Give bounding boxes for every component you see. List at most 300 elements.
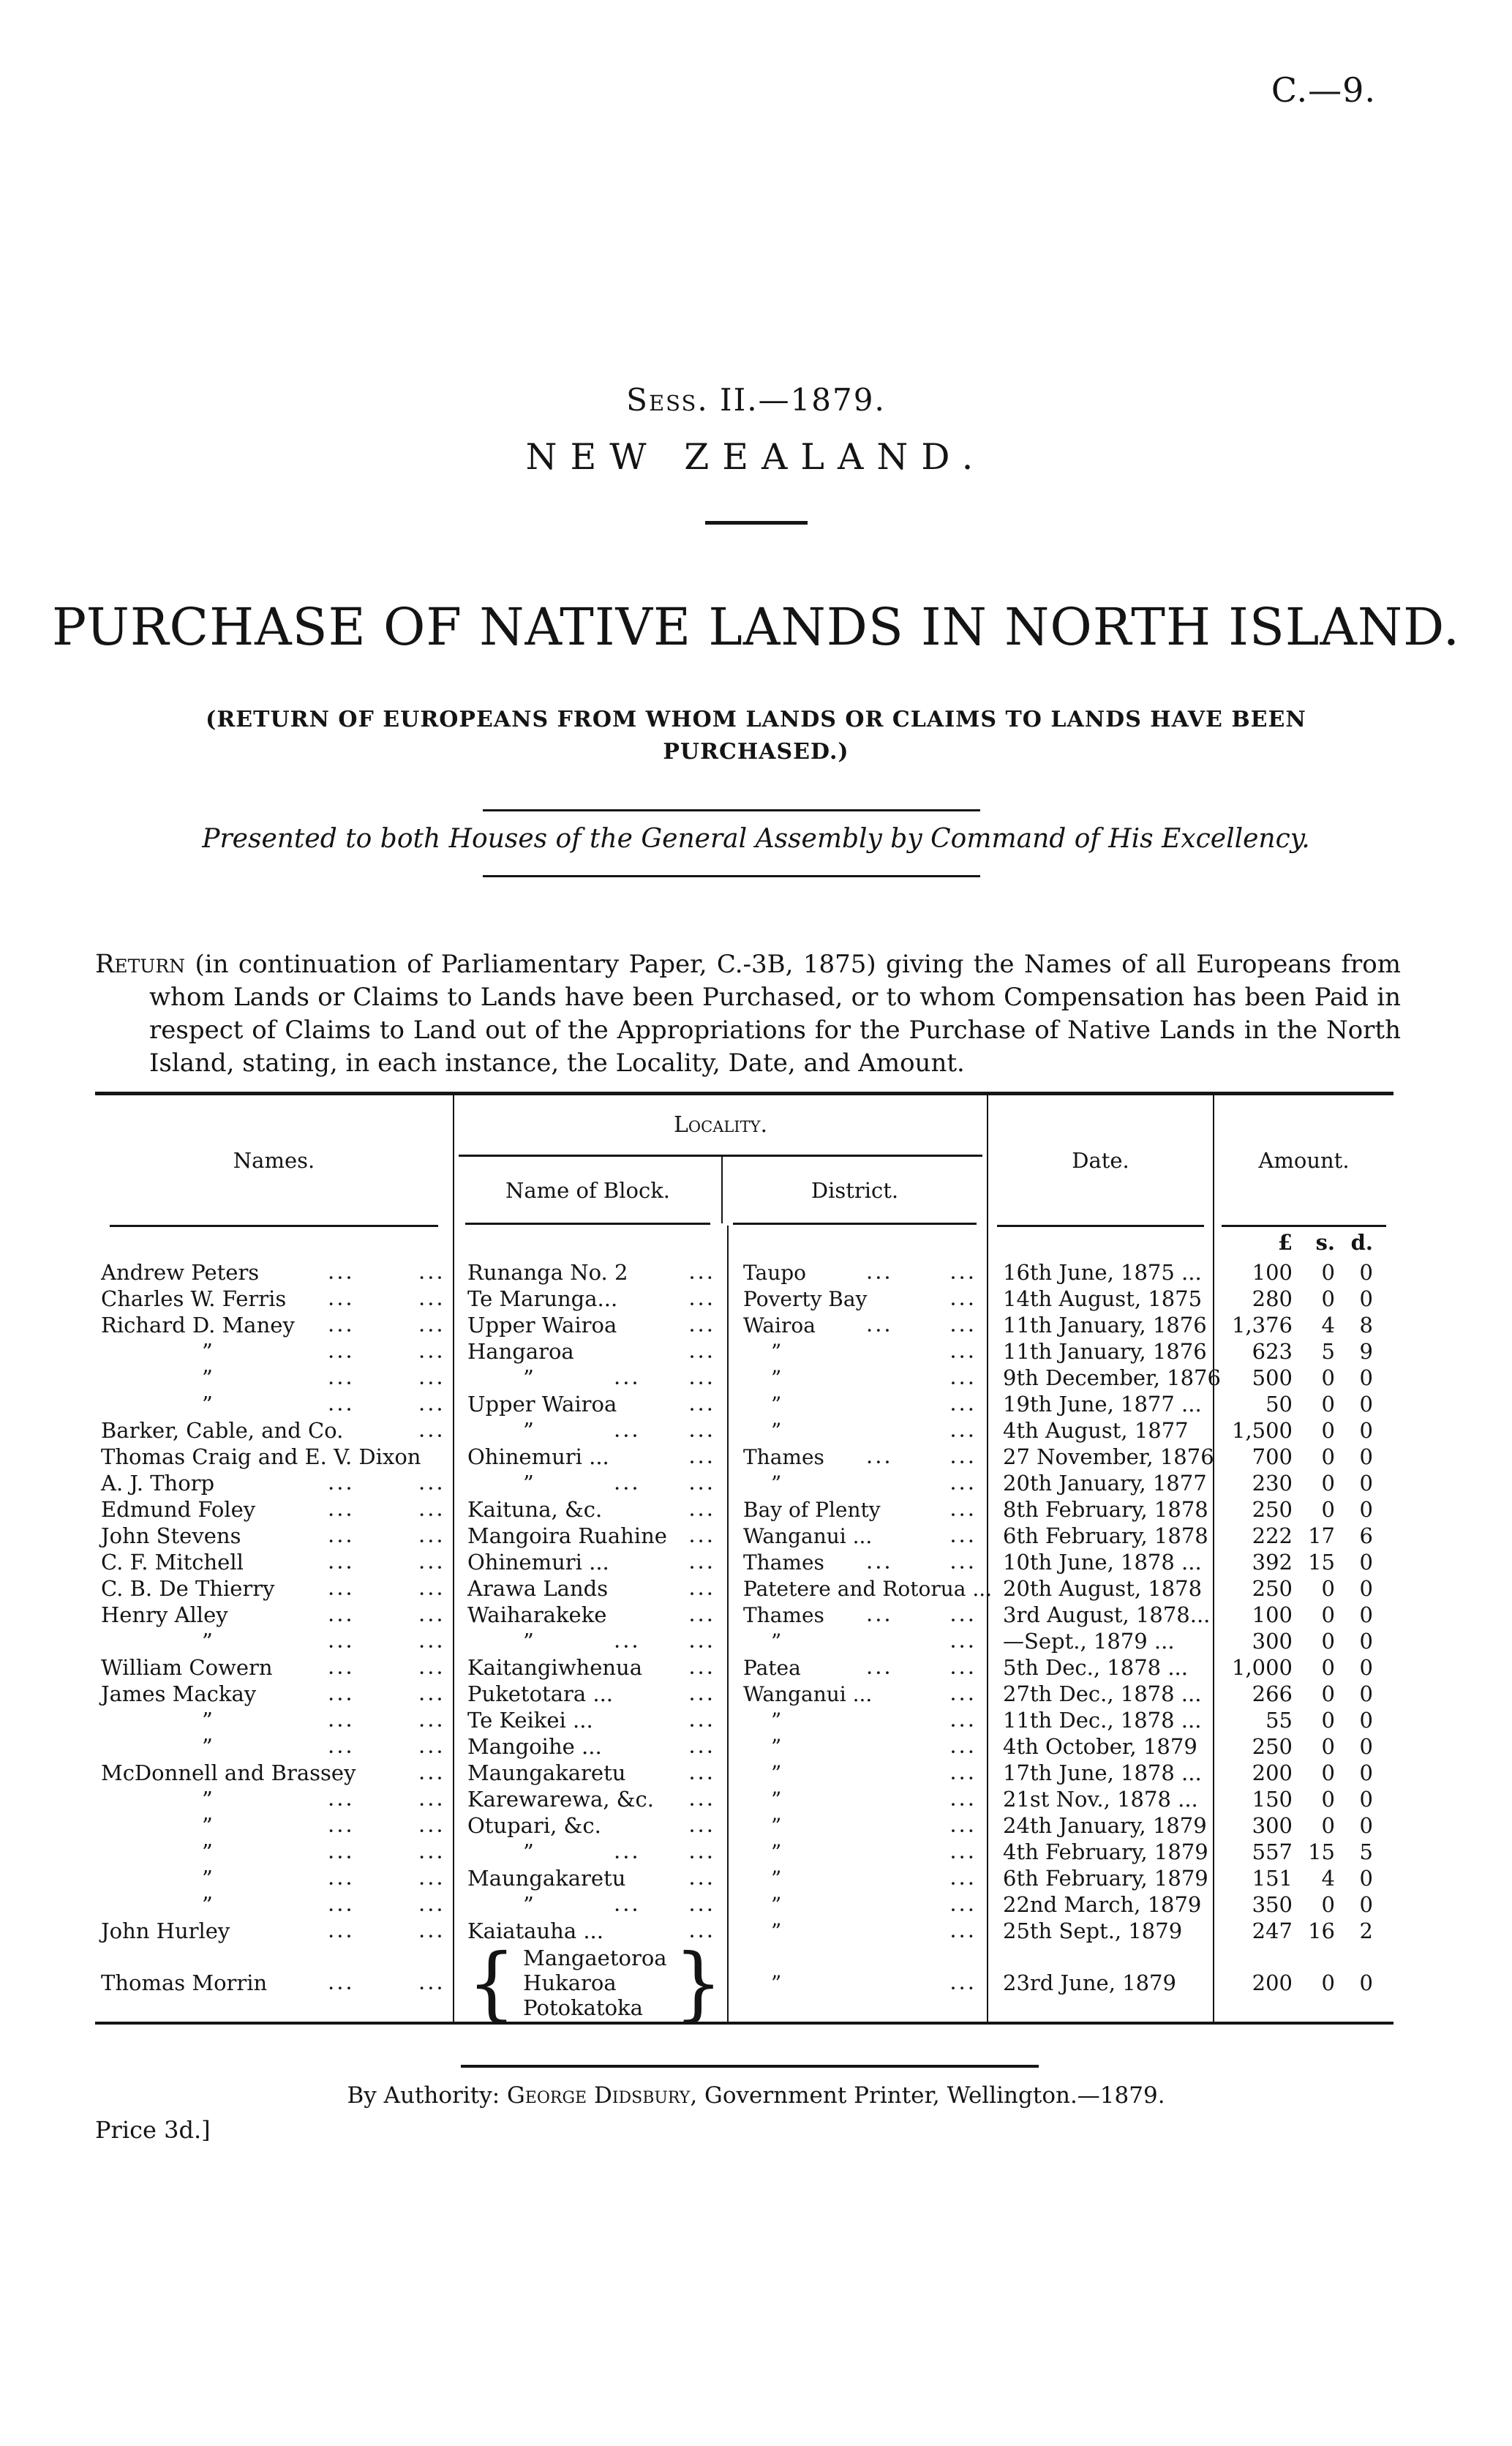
leader-dots: ... xyxy=(328,1496,355,1521)
amount-group xyxy=(1214,1629,1379,1654)
table-row xyxy=(95,1365,1393,1391)
name-text: William Cowern xyxy=(101,1655,273,1680)
cell-district xyxy=(729,1865,988,1891)
cell-amount xyxy=(1214,1365,1393,1391)
amount-pence: 0 xyxy=(1359,1392,1373,1417)
leader-dots: ... xyxy=(949,1548,977,1574)
amount-pounds: 151 xyxy=(1252,1866,1293,1891)
currency-header-row xyxy=(95,1226,1393,1259)
block-text: Mangoira Ruahine xyxy=(467,1523,667,1548)
amount-pence: 0 xyxy=(1359,1365,1373,1390)
table-row xyxy=(95,1891,1393,1918)
leader-dots: ... xyxy=(688,1733,715,1758)
block-text: Hangaroa xyxy=(467,1339,574,1364)
block-text: Upper Wairoa xyxy=(467,1392,617,1417)
leader-dots: ... xyxy=(688,1258,715,1284)
leader-dots: ... xyxy=(688,1627,715,1653)
table-row xyxy=(95,1417,1393,1444)
amount-pence: 0 xyxy=(1359,1602,1373,1627)
amount-shillings: 0 xyxy=(1321,1444,1335,1469)
header-date xyxy=(988,1095,1214,1226)
amount-pence: 0 xyxy=(1359,1813,1373,1838)
amount-shillings: 0 xyxy=(1321,1602,1335,1627)
horizontal-rule xyxy=(483,875,980,877)
cell-amount xyxy=(1214,1312,1393,1338)
header-locality xyxy=(459,1095,982,1157)
amount-pounds: 200 xyxy=(1252,1760,1293,1785)
amount-pence: 5 xyxy=(1359,1839,1373,1864)
cell-name xyxy=(95,1575,454,1602)
cell-amount xyxy=(1214,1865,1393,1891)
amount-shillings: 0 xyxy=(1321,1576,1335,1601)
district-text: Thames xyxy=(743,1550,824,1575)
table-row xyxy=(95,1865,1393,1891)
leader-dots: ... xyxy=(328,1338,355,1363)
ditto-mark: ” xyxy=(771,1339,782,1364)
leader-dots: ... xyxy=(688,1759,715,1785)
cell-date xyxy=(988,1365,1221,1391)
leader-dots: ... xyxy=(614,1417,641,1442)
amount-shillings: 0 xyxy=(1321,1787,1335,1812)
block-text: Te Marunga... xyxy=(467,1286,618,1311)
leader-dots: ... xyxy=(328,1891,355,1916)
date-text: 20th August, 1878 xyxy=(1003,1576,1203,1601)
name-text: Thomas Craig and E. V. Dixon xyxy=(101,1444,421,1469)
amount-pounds: 230 xyxy=(1252,1471,1293,1496)
cell-district xyxy=(729,1707,988,1733)
leader-dots: ... xyxy=(688,1364,715,1389)
block-text: Puketotara ... xyxy=(467,1681,614,1706)
cell-date xyxy=(988,1839,1214,1865)
leader-dots: ... xyxy=(949,1654,977,1679)
amount-pounds: 392 xyxy=(1252,1550,1293,1575)
leader-dots: ... xyxy=(418,1548,445,1574)
cell-district xyxy=(729,1602,988,1628)
leader-dots: ... xyxy=(949,1417,977,1442)
cell-date xyxy=(988,1602,1214,1628)
cell-name-of-block xyxy=(454,1812,729,1839)
cell-name xyxy=(95,1891,454,1918)
district-text: Thames xyxy=(743,1444,824,1469)
cell-amount xyxy=(1214,1523,1393,1549)
leader-dots: ... xyxy=(688,1285,715,1310)
ditto-mark: ” xyxy=(523,1365,534,1390)
date-text: 27th Dec., 1878 ... xyxy=(1003,1681,1202,1706)
block-text: Mangaetoroa xyxy=(523,1946,667,1970)
leader-dots: ... xyxy=(866,1311,893,1337)
cell-date xyxy=(988,1654,1214,1681)
date-text: 24th January, 1879 xyxy=(1003,1813,1207,1838)
cell-amount xyxy=(1214,1391,1393,1417)
subtitle-line-1: (RETURN OF EUROPEANS FROM WHOM LANDS OR CLAIMS TO LANDS HAVE BEEN xyxy=(206,707,1306,732)
block-text: Waiharakeke xyxy=(467,1602,607,1627)
cell-name-of-block xyxy=(454,1865,729,1891)
cell-name xyxy=(95,1286,454,1312)
leader-dots: ... xyxy=(418,1601,445,1627)
cell-empty xyxy=(454,1226,729,1259)
name-text: Edmund Foley xyxy=(101,1497,256,1522)
amount-group xyxy=(1214,1839,1379,1864)
cell-amount xyxy=(1214,1496,1393,1523)
leader-dots: ... xyxy=(328,1258,355,1284)
amount-group xyxy=(1214,1787,1379,1812)
block-text: Ohinemuri ... xyxy=(467,1550,609,1575)
price-note: Price 3d.] xyxy=(95,2116,211,2144)
leader-dots: ... xyxy=(614,1838,641,1864)
cell-district xyxy=(729,1812,988,1839)
ditto-mark: ” xyxy=(202,1787,213,1812)
imprint-line xyxy=(0,2082,1512,2109)
cell-district xyxy=(729,1549,988,1575)
ditto-mark: ” xyxy=(202,1708,213,1733)
leader-dots: ... xyxy=(949,1522,977,1547)
leader-dots: ... xyxy=(418,1627,445,1653)
ditto-mark: ” xyxy=(523,1892,534,1917)
cell-district xyxy=(729,1891,988,1918)
amount-group xyxy=(1214,1813,1379,1838)
date-text: 3rd August, 1878... xyxy=(1003,1602,1211,1627)
amount-shillings: 15 xyxy=(1308,1550,1335,1575)
leader-dots: ... xyxy=(328,1390,355,1416)
leader-dots: ... xyxy=(418,1706,445,1732)
cell-date xyxy=(988,1681,1214,1707)
cell-name-of-block xyxy=(454,1891,729,1918)
amount-pounds: 250 xyxy=(1252,1576,1293,1601)
name-text: McDonnell and Brassey xyxy=(101,1760,356,1785)
leader-dots: ... xyxy=(688,1311,715,1337)
cell-date xyxy=(988,1470,1214,1496)
cell-district xyxy=(729,1444,988,1470)
cell-amount xyxy=(1214,1259,1393,1286)
amount-shillings: 0 xyxy=(1321,1629,1335,1654)
cell-amount xyxy=(1214,1654,1393,1681)
ditto-mark: ” xyxy=(523,1629,534,1654)
printer-name: George Didsbury xyxy=(507,2082,691,2109)
cell-district xyxy=(729,1918,988,1944)
cell-name xyxy=(95,1444,454,1470)
block-text: Kaiatauha ... xyxy=(467,1918,603,1943)
cell-name xyxy=(95,1681,454,1707)
cell-name xyxy=(95,1391,454,1417)
cell-name xyxy=(95,1338,454,1365)
table-row xyxy=(95,1312,1393,1338)
cell-district xyxy=(729,1259,988,1286)
table-row xyxy=(95,1760,1393,1786)
table-row xyxy=(95,1628,1393,1654)
leader-dots: ... xyxy=(866,1548,893,1574)
leader-dots: ... xyxy=(418,1258,445,1284)
leader-dots: ... xyxy=(328,1627,355,1653)
cell-date xyxy=(988,1496,1214,1523)
ditto-mark: ” xyxy=(771,1629,782,1654)
table-row xyxy=(95,1575,1393,1602)
amount-pence: 0 xyxy=(1359,1260,1373,1285)
cell-date xyxy=(988,1733,1214,1760)
horizontal-rule xyxy=(483,809,980,811)
amount-shillings: 0 xyxy=(1321,1497,1335,1522)
district-text: Patea xyxy=(743,1655,801,1680)
leader-dots: ... xyxy=(328,1311,355,1337)
cell-amount xyxy=(1214,1338,1393,1365)
leader-dots: ... xyxy=(688,1812,715,1837)
leader-dots: ... xyxy=(328,1522,355,1547)
amount-group xyxy=(1214,1708,1379,1733)
cell-date xyxy=(988,1549,1214,1575)
amount-group xyxy=(1214,1260,1379,1285)
ditto-mark: ” xyxy=(771,1392,782,1417)
cell-amount xyxy=(1214,1760,1393,1786)
leader-dots: ... xyxy=(949,1601,977,1627)
amount-pence: 0 xyxy=(1359,1471,1373,1496)
amount-pounds: 500 xyxy=(1252,1365,1293,1390)
name-text: John Hurley xyxy=(101,1918,230,1943)
ditto-mark: ” xyxy=(202,1866,213,1891)
cell-date xyxy=(988,1312,1214,1338)
block-text: Upper Wairoa xyxy=(467,1313,617,1338)
amount-group xyxy=(1214,1760,1379,1785)
amount-shillings: 0 xyxy=(1321,1813,1335,1838)
leader-dots: ... xyxy=(949,1785,977,1811)
name-text: Henry Alley xyxy=(101,1602,228,1627)
cell-empty xyxy=(95,1226,454,1259)
page-title: PURCHASE OF NATIVE LANDS IN NORTH ISLAND. xyxy=(51,597,1461,657)
amount-pounds: 100 xyxy=(1252,1260,1293,1285)
amount-shillings: 5 xyxy=(1321,1339,1335,1364)
cell-name xyxy=(95,1839,454,1865)
leader-dots: ... xyxy=(688,1469,715,1495)
amount-pounds: 200 xyxy=(1252,1970,1293,1995)
cell-name-of-block xyxy=(454,1417,729,1444)
header-block-label: Name of Block. xyxy=(505,1177,671,1203)
amount-group xyxy=(1214,1655,1379,1680)
leader-dots: ... xyxy=(688,1601,715,1627)
amount-pence: 2 xyxy=(1359,1918,1373,1943)
ditto-mark: ” xyxy=(202,1339,213,1364)
leader-dots: ... xyxy=(418,1891,445,1916)
date-text: 9th December, 1876 xyxy=(1003,1365,1221,1390)
cell-district xyxy=(729,1312,988,1338)
cell-amount xyxy=(1214,1549,1393,1575)
date-text: 25th Sept., 1879 xyxy=(1003,1918,1183,1943)
cell-district xyxy=(729,1417,988,1444)
header-rule-segment xyxy=(465,1223,711,1225)
leader-dots: ... xyxy=(949,1864,977,1890)
leader-dots: ... xyxy=(949,1733,977,1758)
header-amount-label: Amount. xyxy=(1258,1148,1350,1173)
leader-dots: ... xyxy=(418,1390,445,1416)
cell-name xyxy=(95,1918,454,1944)
district-text: Poverty Bay xyxy=(743,1286,868,1311)
amount-shillings: 4 xyxy=(1321,1866,1335,1891)
cell-district xyxy=(729,1654,988,1681)
leader-dots: ... xyxy=(418,1496,445,1521)
leader-dots: ... xyxy=(949,1311,977,1337)
cell-name-of-block xyxy=(454,1286,729,1312)
district-text: Taupo xyxy=(743,1260,807,1285)
cell-district xyxy=(729,1496,988,1523)
amount-group xyxy=(1214,1418,1379,1443)
return-preamble xyxy=(95,948,1401,1080)
amount-pence: 0 xyxy=(1359,1787,1373,1812)
date-text: 4th February, 1879 xyxy=(1003,1839,1208,1864)
cell-name xyxy=(95,1496,454,1523)
amount-shillings: 0 xyxy=(1321,1392,1335,1417)
amount-group xyxy=(1214,1497,1379,1522)
leader-dots: ... xyxy=(328,1785,355,1811)
name-text: John Stevens xyxy=(101,1523,241,1548)
block-text: Maungakaretu xyxy=(467,1760,626,1785)
leader-dots: ... xyxy=(328,1469,355,1495)
amount-pounds: 700 xyxy=(1252,1444,1293,1469)
header-locality-group xyxy=(454,1095,988,1226)
cell-name xyxy=(95,1944,454,2022)
leader-dots: ... xyxy=(328,1917,355,1943)
leader-dots: ... xyxy=(688,1390,715,1416)
date-text: —Sept., 1879 ... xyxy=(1003,1629,1175,1654)
cell-empty xyxy=(729,1226,988,1259)
cell-amount xyxy=(1214,1470,1393,1496)
leader-dots: ... xyxy=(949,1258,977,1284)
amount-pounds: 1,000 xyxy=(1231,1655,1293,1680)
leader-dots: ... xyxy=(688,1575,715,1600)
date-text: 27 November, 1876 xyxy=(1003,1444,1214,1469)
leader-dots: ... xyxy=(614,1364,641,1389)
amount-pounds: 250 xyxy=(1252,1734,1293,1759)
amount-group xyxy=(1214,1602,1379,1627)
amount-shillings: 0 xyxy=(1321,1760,1335,1785)
leader-dots: ... xyxy=(866,1258,893,1284)
cell-name-of-block xyxy=(454,1786,729,1812)
amount-shillings: 0 xyxy=(1321,1418,1335,1443)
cell-district xyxy=(729,1786,988,1812)
date-text: 11th January, 1876 xyxy=(1003,1313,1207,1338)
amount-group xyxy=(1214,1576,1379,1601)
table-row xyxy=(95,1444,1393,1470)
amount-pounds: 280 xyxy=(1252,1286,1293,1311)
leader-dots: ... xyxy=(866,1601,893,1627)
district-text: Wanganui ... xyxy=(743,1523,873,1548)
amount-group xyxy=(1214,1970,1379,1995)
leader-dots: ... xyxy=(328,1812,355,1837)
amount-group xyxy=(1214,1392,1379,1417)
cell-amount xyxy=(1214,1681,1393,1707)
amount-pence: 0 xyxy=(1359,1286,1373,1311)
table-row xyxy=(95,1286,1393,1312)
cell-amount xyxy=(1214,1444,1393,1470)
leader-dots: ... xyxy=(328,1285,355,1310)
leader-dots: ... xyxy=(949,1917,977,1943)
district-text: Patetere and Rotorua ... xyxy=(743,1576,993,1601)
leader-dots: ... xyxy=(949,1969,977,1995)
table-row xyxy=(95,1707,1393,1733)
amount-shillings: 0 xyxy=(1321,1681,1335,1706)
cell-name-of-block xyxy=(454,1760,729,1786)
cell-date xyxy=(988,1286,1214,1312)
amount-pounds: 100 xyxy=(1252,1602,1293,1627)
amount-group xyxy=(1214,1339,1379,1364)
amount-shillings: 4 xyxy=(1321,1313,1335,1338)
block-text: Maungakaretu xyxy=(467,1866,626,1891)
amount-pounds: 350 xyxy=(1252,1892,1293,1917)
cell-date xyxy=(988,1865,1214,1891)
district-text: Wairoa xyxy=(743,1313,816,1338)
cell-district xyxy=(729,1628,988,1654)
amount-pounds: 1,376 xyxy=(1231,1313,1293,1338)
amount-group xyxy=(1214,1918,1379,1943)
leader-dots: ... xyxy=(949,1338,977,1363)
table-row xyxy=(95,1549,1393,1575)
leader-dots: ... xyxy=(688,1838,715,1864)
amount-shillings: 16 xyxy=(1308,1918,1335,1943)
amount-shillings: 0 xyxy=(1321,1260,1335,1285)
leader-dots: ... xyxy=(328,1680,355,1706)
date-text: 19th June, 1877 ... xyxy=(1003,1392,1202,1417)
ditto-mark: ” xyxy=(771,1866,782,1891)
leader-dots: ... xyxy=(688,1338,715,1363)
block-text: Karewarewa, &c. xyxy=(467,1787,654,1812)
leader-dots: ... xyxy=(328,1548,355,1574)
paper-reference-number: C.—9. xyxy=(1271,70,1376,110)
header-names-label: Names. xyxy=(233,1148,315,1173)
leader-dots: ... xyxy=(418,1680,445,1706)
leader-dots: ... xyxy=(688,1706,715,1732)
leader-dots: ... xyxy=(418,1917,445,1943)
amount-pence: 0 xyxy=(1359,1418,1373,1443)
leader-dots: ... xyxy=(949,1364,977,1389)
amount-shillings: 0 xyxy=(1321,1892,1335,1917)
cell-district xyxy=(729,1391,988,1417)
amount-shillings: 0 xyxy=(1321,1970,1335,1995)
district-text: Wanganui ... xyxy=(743,1681,873,1706)
block-text: Arawa Lands xyxy=(467,1576,609,1601)
cell-amount xyxy=(1214,1286,1393,1312)
presented-line: Presented to both Houses of the General Assembly by Command of His Excellency. xyxy=(202,824,1310,854)
name-text: A. J. Thorp xyxy=(101,1471,215,1496)
ditto-mark: ” xyxy=(202,1734,213,1759)
leader-dots: ... xyxy=(949,1680,977,1706)
cell-date xyxy=(988,1891,1214,1918)
cell-name-of-block xyxy=(454,1549,729,1575)
cell-district xyxy=(729,1839,988,1865)
amount-pounds: 266 xyxy=(1252,1681,1293,1706)
cell-district xyxy=(729,1944,988,2022)
leader-dots: ... xyxy=(866,1654,893,1679)
leader-dots: ... xyxy=(418,1417,445,1442)
leader-dots: ... xyxy=(328,1838,355,1864)
leader-dots: ... xyxy=(328,1364,355,1389)
amount-pounds: 623 xyxy=(1252,1339,1293,1364)
amount-shillings: 0 xyxy=(1321,1286,1335,1311)
ditto-mark: ” xyxy=(202,1813,213,1838)
cell-date xyxy=(988,1812,1214,1839)
pounds-symbol: £ xyxy=(1277,1230,1293,1255)
header-date-label: Date. xyxy=(1072,1148,1129,1173)
cell-date xyxy=(988,1523,1214,1549)
cell-currency-header xyxy=(1214,1226,1393,1259)
ditto-mark: ” xyxy=(771,1734,782,1759)
leader-dots: ... xyxy=(328,1733,355,1758)
header-amount xyxy=(1214,1095,1393,1226)
date-text: 22nd March, 1879 xyxy=(1003,1892,1202,1917)
cell-name-of-block xyxy=(454,1681,729,1707)
name-text: C. B. De Thierry xyxy=(101,1576,275,1601)
cell-date xyxy=(988,1338,1214,1365)
amount-pounds: 247 xyxy=(1252,1918,1293,1943)
table-row xyxy=(95,1391,1393,1417)
cell-amount xyxy=(1214,1707,1393,1733)
table-row xyxy=(95,1523,1393,1549)
table-row xyxy=(95,1935,1393,2030)
